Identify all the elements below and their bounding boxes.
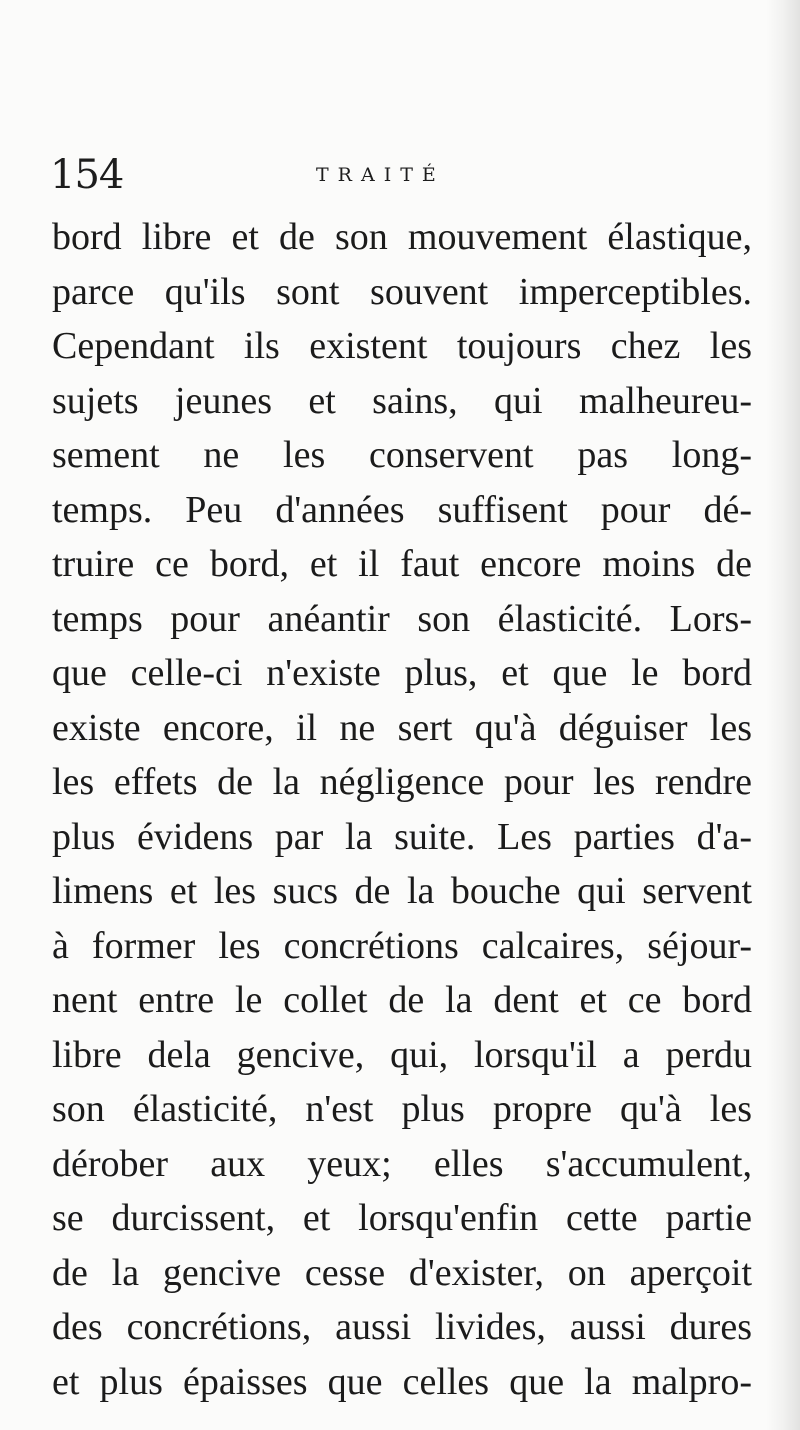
- text-line: existe encore, il ne sert qu'à déguiser les: [52, 706, 752, 749]
- text-line: truire ce bord, et il faut encore moins de: [52, 543, 752, 585]
- page-edge-shadow: [766, 0, 800, 1430]
- text-line: libre dela gencive, qui, lorsqu'il a perdu: [52, 1033, 752, 1076]
- text-line: son élasticité, n'est plus propre qu'à les: [52, 1088, 752, 1130]
- text-line: et plus épaisses que celles que la malpro-: [52, 1360, 752, 1403]
- text-line: les effets de la négligence pour les rendre: [52, 761, 752, 803]
- text-line: des concrétions, aussi livides, aussi dures: [52, 1306, 752, 1348]
- text-line: temps. Peu d'années suffisent pour dé-: [52, 488, 752, 531]
- text-line: dérober aux yeux; elles s'accumulent,: [52, 1142, 752, 1185]
- page-number: 154: [50, 152, 124, 198]
- text-line: se durcissent, et lorsqu'enfin cette partie: [52, 1197, 752, 1239]
- text-line: que celle-ci n'existe plus, et que le bord: [52, 652, 752, 694]
- text-line: de la gencive cesse d'exister, on aperçoit: [52, 1251, 752, 1294]
- text-line: parce qu'ils sont souvent imperceptibles.: [52, 270, 752, 313]
- text-line: à former les concrétions calcaires, séjour-: [52, 924, 752, 967]
- text-line: nent entre le collet de la dent et ce bord: [52, 979, 752, 1021]
- text-line: limens et les sucs de la bouche qui servent: [52, 870, 752, 912]
- running-title: TRAITÉ: [316, 164, 445, 186]
- body-text: [52, 210, 752, 1409]
- text-line: bord libre et de son mouvement élastique,: [52, 216, 752, 258]
- text-line: sement ne les conservent pas long-: [52, 434, 752, 476]
- text-line: temps pour anéantir son élasticité. Lors-: [52, 597, 752, 640]
- page-header: [50, 150, 740, 200]
- text-line: Cependant ils existent toujours chez les: [52, 325, 752, 367]
- text-line: sujets jeunes et sains, qui malheureu-: [52, 379, 752, 422]
- text-line: plus évidens par la suite. Les parties d'a-: [52, 815, 752, 858]
